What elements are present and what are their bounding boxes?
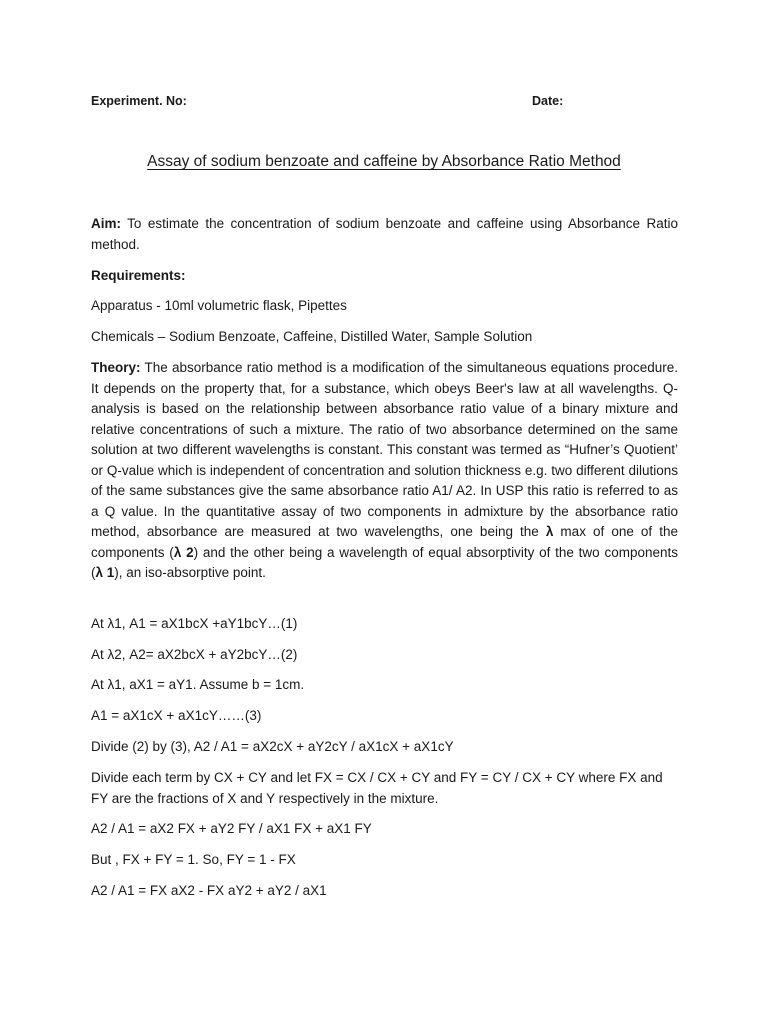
equation-8: But , FX + FY = 1. So, FY = 1 - FX bbox=[91, 852, 296, 867]
aim-label: Aim: bbox=[91, 216, 121, 231]
document-title: Assay of sodium benzoate and caffeine by Absorbance Ratio Method bbox=[147, 153, 621, 170]
date-label: Date: bbox=[532, 94, 564, 108]
apparatus-line: Apparatus - 10ml volumetric flask, Pipettes bbox=[91, 298, 347, 313]
theory-label: Theory: bbox=[91, 360, 141, 375]
equation-4: A1 = aX1cX + aX1cY……(3) bbox=[91, 708, 262, 723]
equation-9: A2 / A1 = FX aX2 - FX aY2 + aY2 / aX1 bbox=[91, 883, 327, 898]
equation-7: A2 / A1 = aX2 FX + aY2 FY / aX1 FX + aX1 FY bbox=[91, 821, 372, 836]
experiment-number-label: Experiment. No: bbox=[91, 94, 187, 108]
equation-2: At λ2, A2= aX2bcX + aY2bcY…(2) bbox=[91, 647, 298, 662]
theory-paragraph: Theory: The absorbance ratio method is a modification of the simultaneous equations procedure. It depends on the property that, for a substance, which obeys Beer's law at all wavelengths. Q-analysis is based on the relationship between absorbance ratio value of a binary mixture and relative concentrations of such a mixture. The ratio of two absorbance determined on the same solution at two different wavelengths is constant. This constant was termed as “Hufner’s Quotient’ or Q-value which is independent of concentration and solution thickness e.g. two different dilutions of the same substances give the same absorbance ratio A1/ A2. In USP this ratio is referred to as a Q value. In the quantitative assay of two components in admixture by the absorbance ratio method, absorbance are measured at two wavelengths, one being the λ max of one of the components (λ 2) and the other being a wavelength of equal absorptivity of the two components (λ 1), an iso-absorptive point. bbox=[91, 360, 678, 580]
equation-3: At λ1, aX1 = aY1. Assume b = 1cm. bbox=[91, 677, 305, 692]
lambda-1: λ 1 bbox=[95, 565, 115, 580]
equation-6: Divide each term by CX + CY and let FX = CX / CX + CY and FY = CY / CX + CY where FX and FY are the fractions of X and Y respectively in the mixture. bbox=[91, 770, 663, 806]
chemicals-line: Chemicals – Sodium Benzoate, Caffeine, Distilled Water, Sample Solution bbox=[91, 329, 533, 344]
aim-text: To estimate the concentration of sodium benzoate and caffeine using Absorbance Ratio method. bbox=[91, 216, 678, 252]
lambda-max: λ bbox=[545, 524, 554, 539]
equation-1: At λ1, A1 = aX1bcX +aY1bcY…(1) bbox=[91, 616, 298, 631]
lambda-2: λ 2 bbox=[173, 544, 194, 560]
equation-5: Divide (2) by (3), A2 / A1 = aX2cX + aY2cY / aX1cX + aX1cY bbox=[91, 739, 454, 754]
absorbance-ratio: A1/ A2 bbox=[432, 483, 473, 498]
requirements-heading: Requirements: bbox=[91, 268, 186, 283]
aim-paragraph bbox=[91, 214, 678, 255]
